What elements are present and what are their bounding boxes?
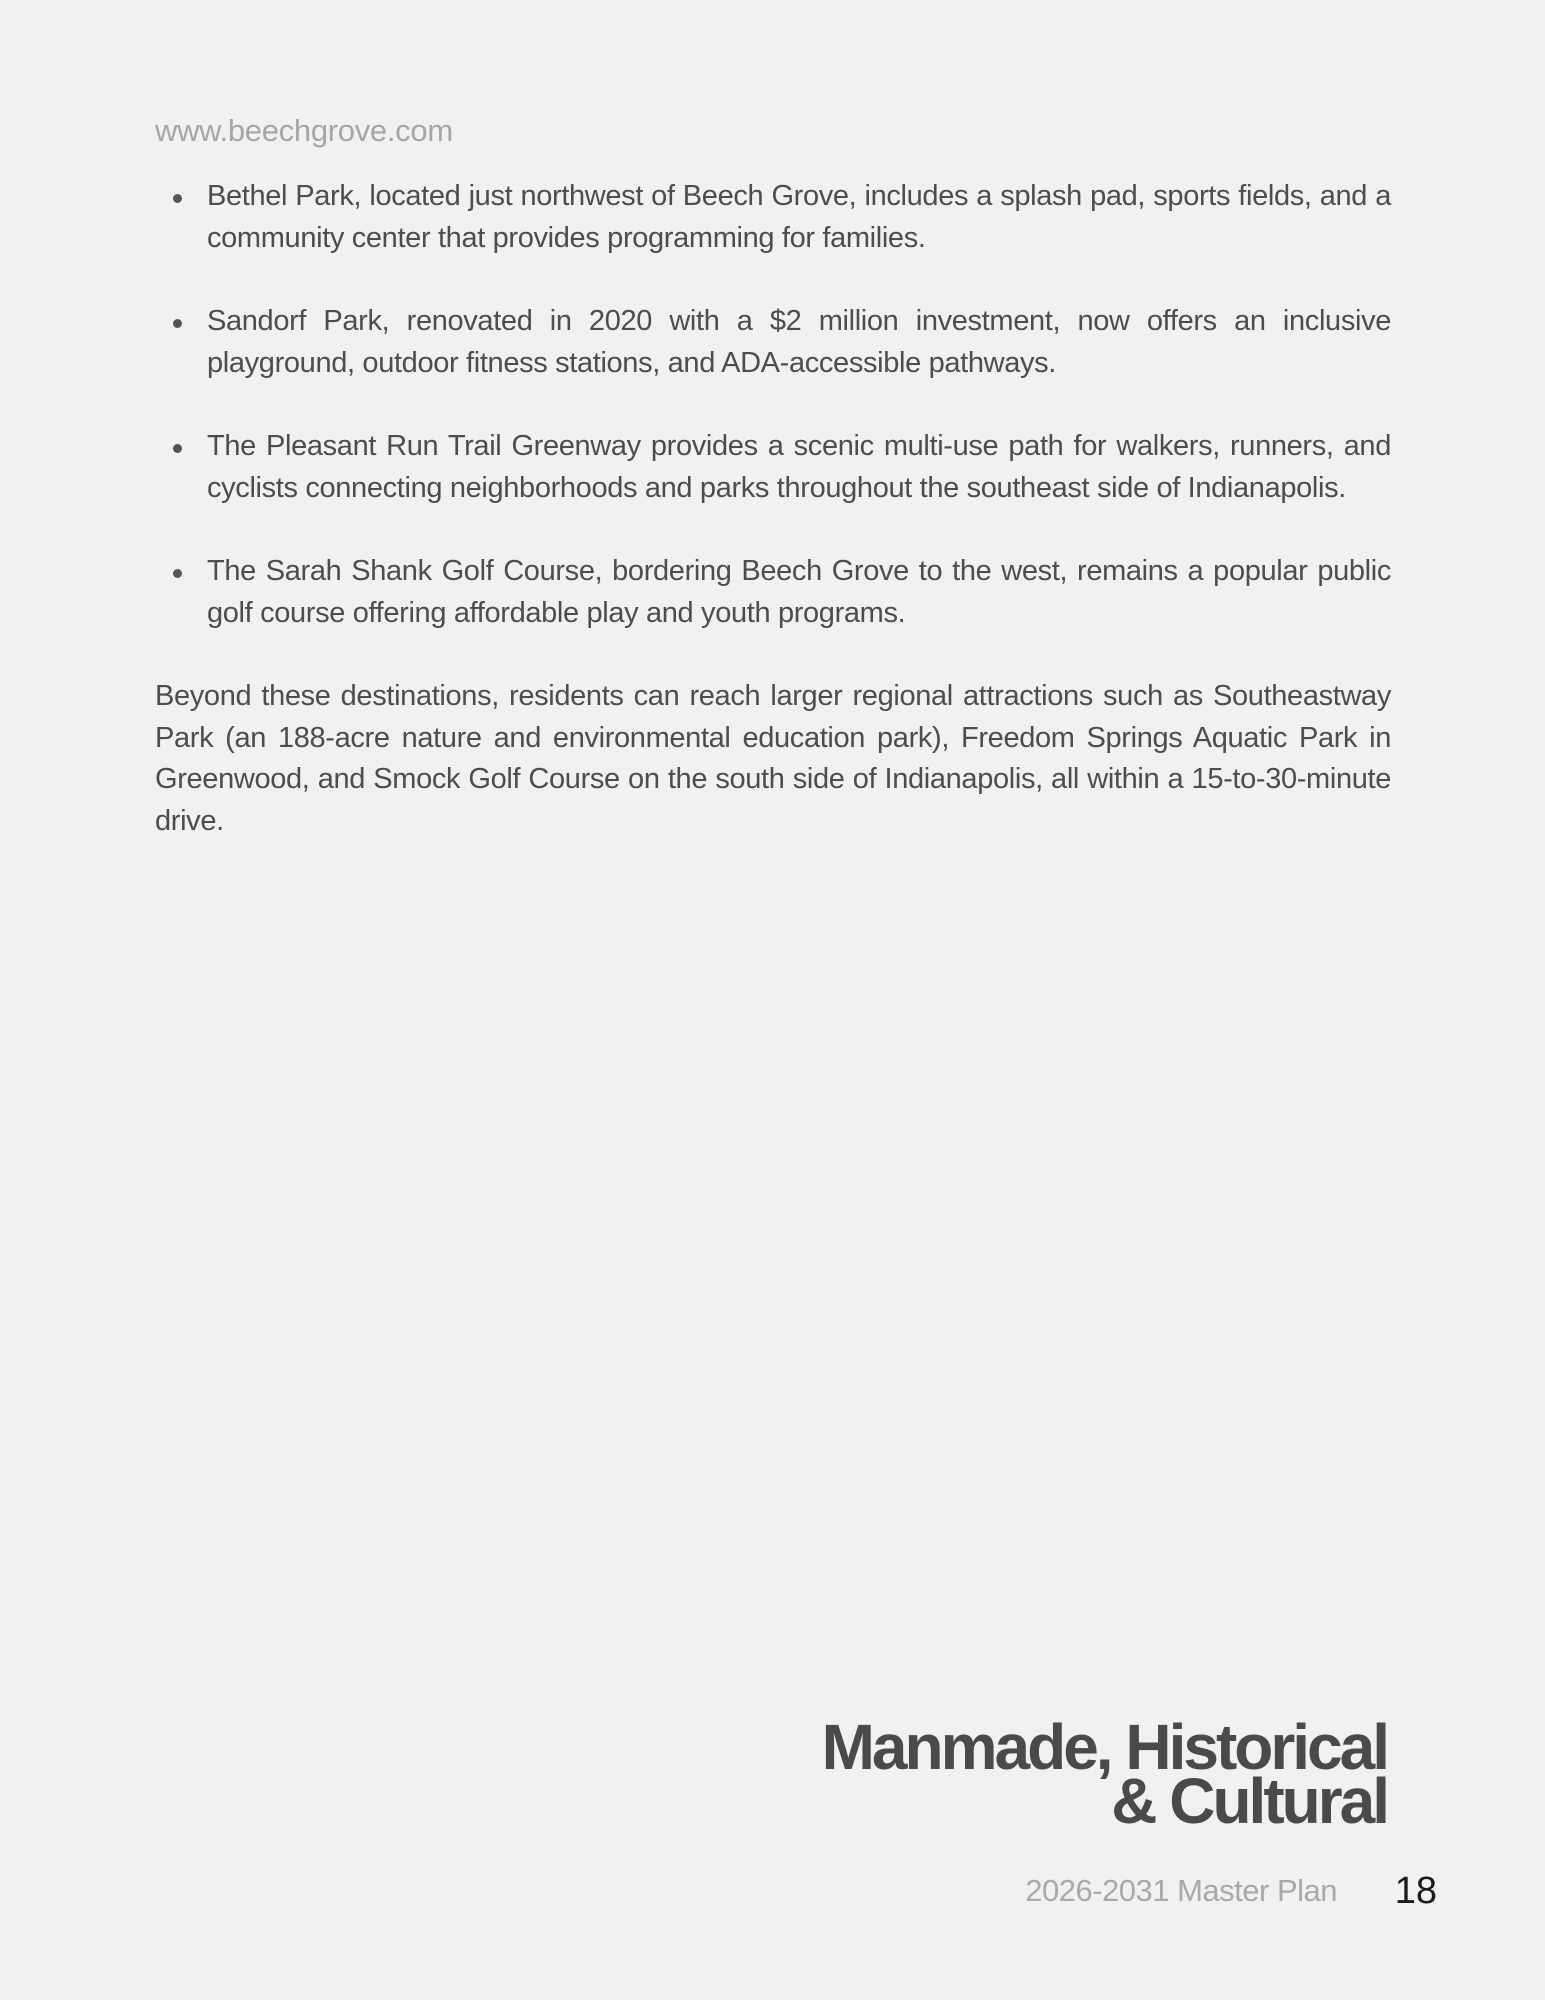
bullet-dot-icon: [173, 319, 182, 328]
bullet-dot-icon: [173, 444, 182, 453]
bullet-dot-icon: [173, 569, 182, 578]
list-item: [155, 301, 1391, 384]
footer-plan-label: 2026-2031 Master Plan: [1025, 1873, 1337, 1908]
section-title-line-1: Manmade, Historical: [821, 1711, 1387, 1783]
amenities-list: [155, 176, 1391, 634]
bullet-dot-icon: [173, 194, 182, 203]
list-item: [155, 426, 1391, 509]
list-item-text: The Sarah Shank Golf Course, bordering Beech Grove to the west, remains a popular public golf course offering affordable play and youth programs.: [207, 555, 1391, 629]
list-item-text: Bethel Park, located just northwest of Beech Grove, includes a splash pad, sports fields, and a community center that provides programming for families.: [207, 180, 1391, 254]
list-item: [155, 176, 1391, 259]
list-item: [155, 551, 1391, 634]
section-title: [821, 1711, 1387, 1837]
list-item-text: The Pleasant Run Trail Greenway provides a scenic multi-use path for walkers, runners, and cyclists connecting neighborhoods and parks throughout the southeast side of Indianapolis.: [207, 430, 1391, 504]
page-number: 18: [1394, 1870, 1437, 1912]
section-title-line-2: & Cultural: [1111, 1765, 1387, 1837]
body-content: [155, 176, 1391, 842]
list-item-text: Sandorf Park, renovated in 2020 with a $2 million investment, now offers an inclusive playground, outdoor fitness stations, and ADA-accessible pathways.: [207, 305, 1391, 379]
website-url[interactable]: www.beechgrove.com: [155, 113, 453, 148]
regional-attractions-paragraph: Beyond these destinations, residents can reach larger regional attractions such as Southeastway Park (an 188-acre nature and environmental education park), Freedom Springs Aquatic Park in Greenwood, and Smock Golf Course on the south side of Indianapolis, all within a 15-to-30-minute drive.: [155, 680, 1391, 837]
